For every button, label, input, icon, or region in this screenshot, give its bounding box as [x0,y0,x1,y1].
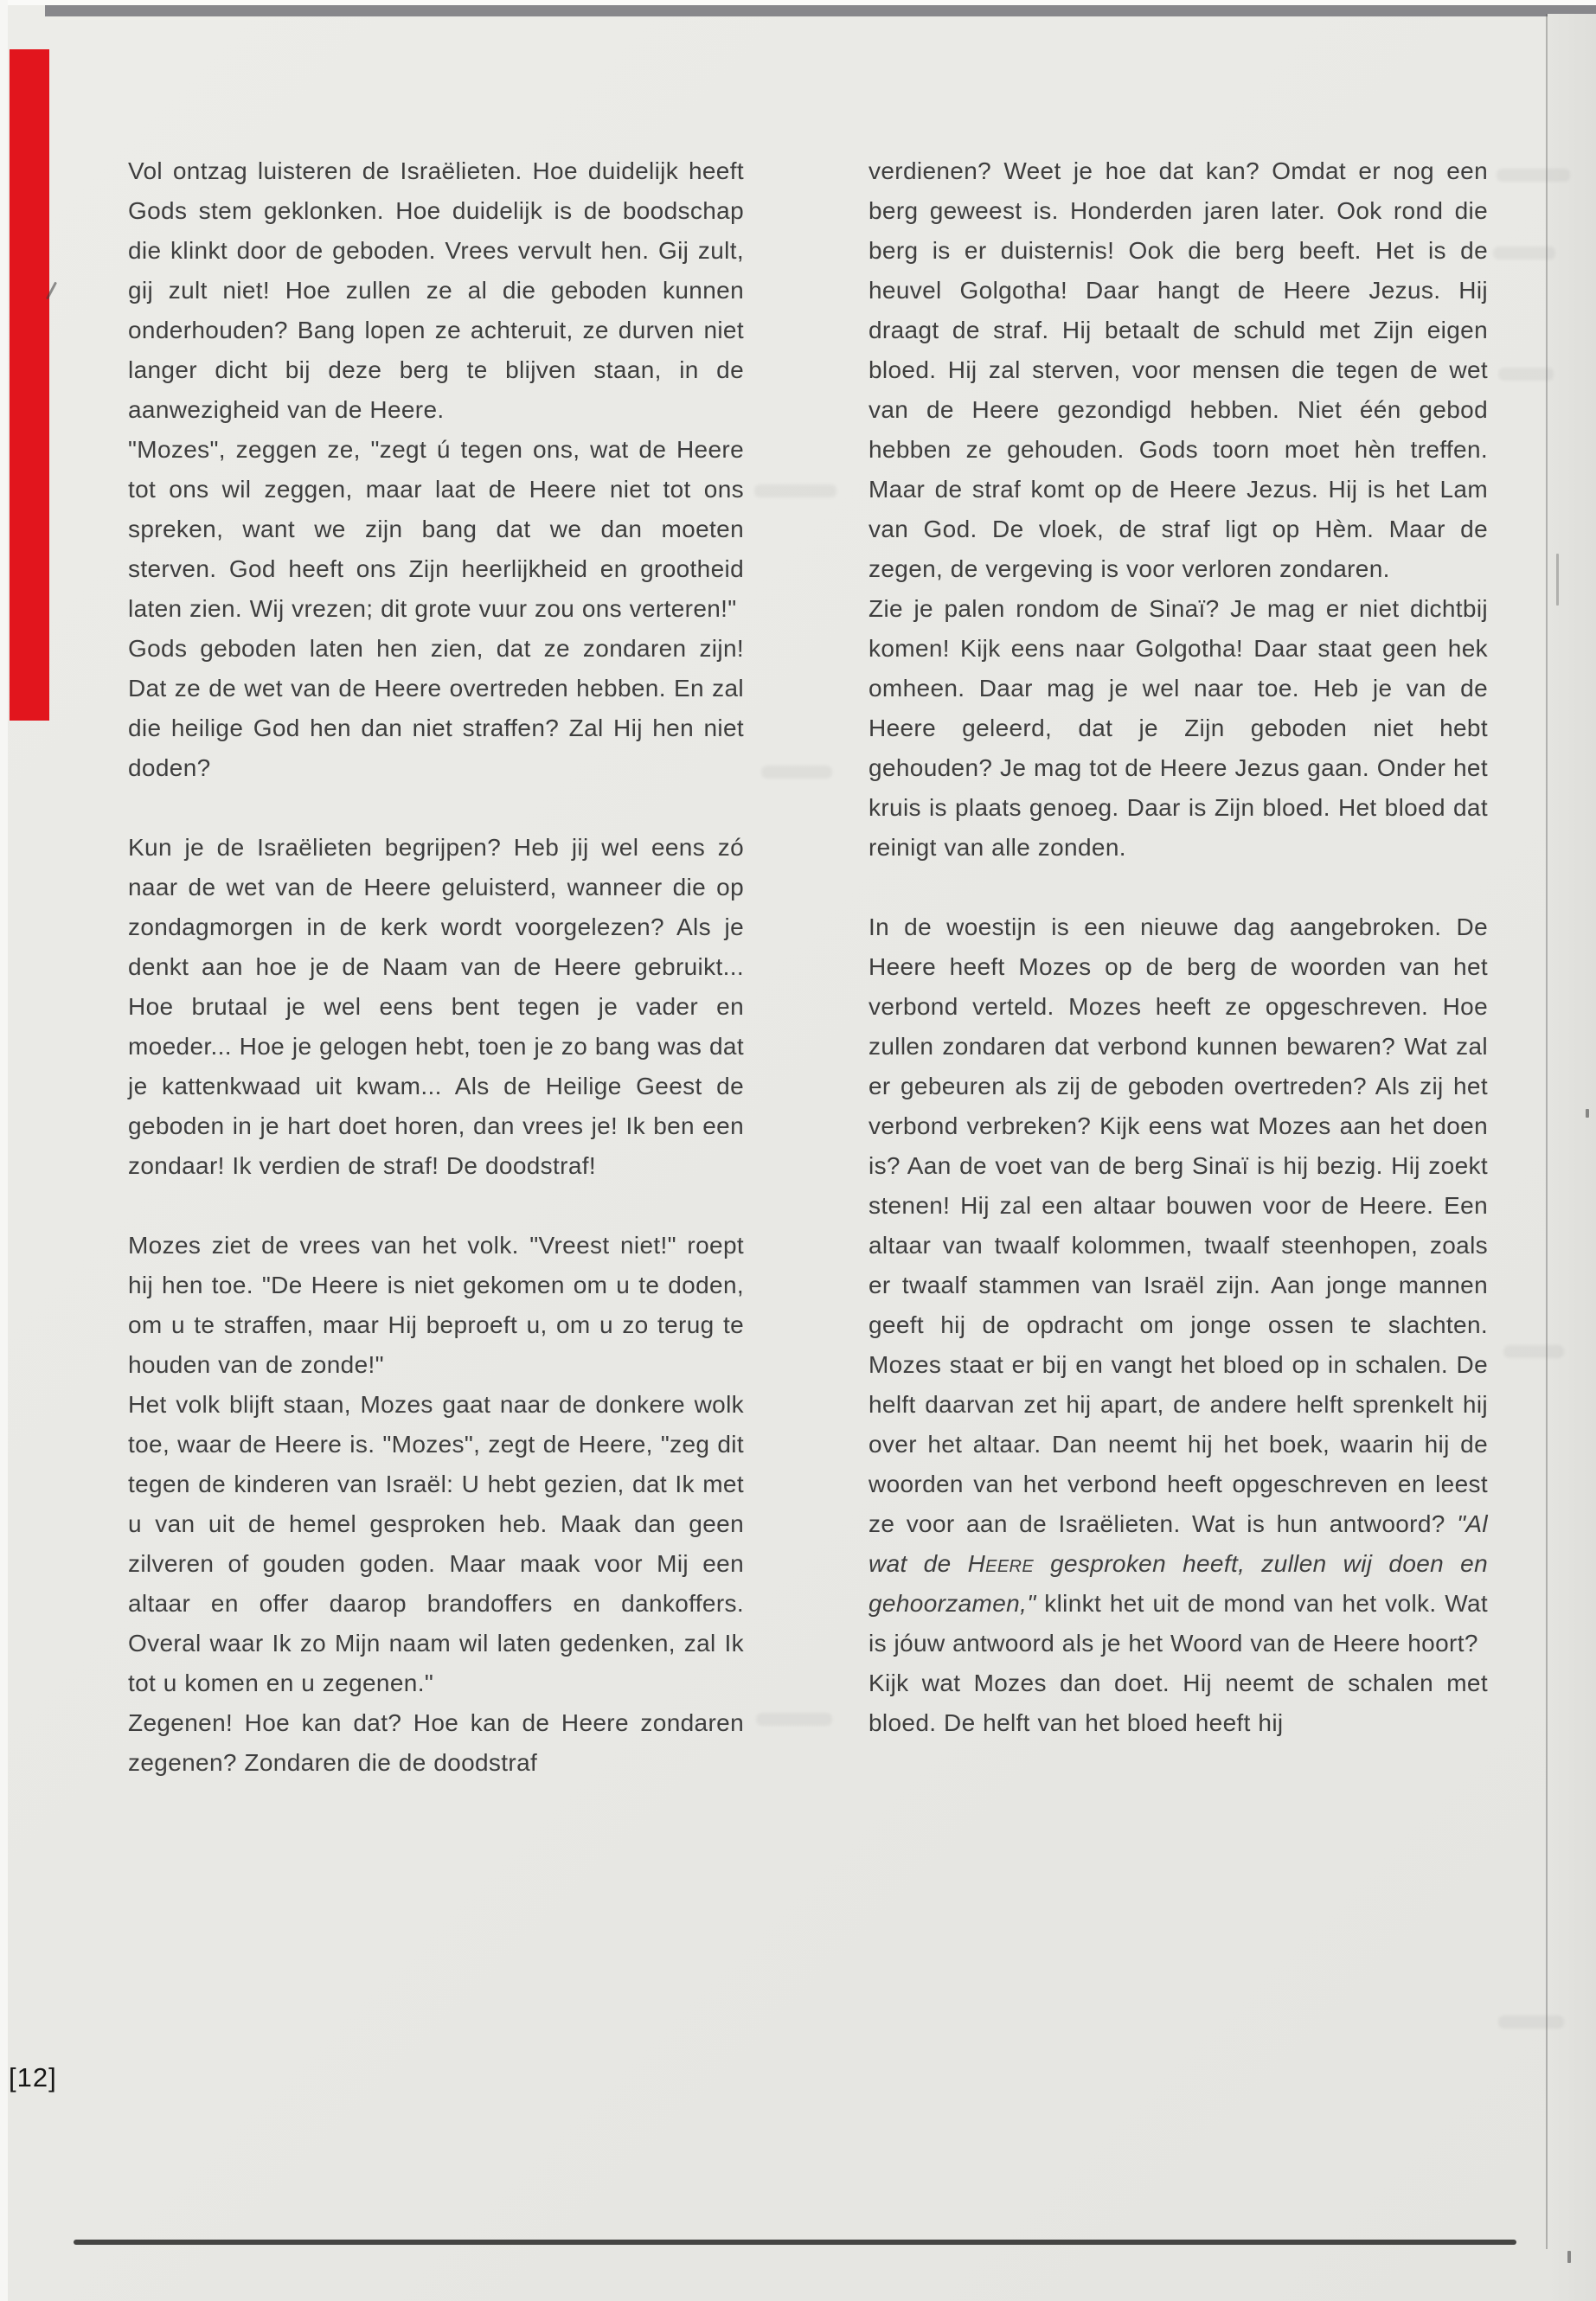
text-run-italic: "Al wat de [869,1510,1488,1577]
paragraph [128,1703,744,1783]
scan-speck [1567,2251,1571,2263]
scan-speck [1586,1109,1589,1118]
paragraph [869,589,1488,868]
text-run: Zie je palen rondom de Sinaï? Je mag er niet dichtbij komen! Kijk eens naar Golgotha! Daar staat geen hek omheen. Daar mag je wel naar toe. Heb je van de Heere geleerd, dat je Zijn geboden niet hebt gehouden? Je mag tot de Heere Jezus gaan. Onder het kruis is plaats genoeg. Daar is Zijn bloed. Het bloed dat reinigt van alle zonden. [869,595,1488,861]
paragraph [128,1385,744,1703]
bleed-through-artifact [761,766,832,779]
text-run: Mozes ziet de vrees van het volk. "Vreest niet!" roept hij hen toe. "De Heere is niet gekomen om u te doden, om u te straffen, maar Hij beproeft u, om u zo terug te houden van de zonde!" [128,1232,744,1378]
text-column-left [128,151,744,1783]
bleed-through-artifact [1497,169,1570,182]
text-run: In de woestijn is een nieuwe dag aangebroken. De Heere heeft Mozes op de berg de woorden van het verbond verteld. Mozes heeft ze opgeschreven. Hoe zullen zondaren dat verbond kunnen bewaren? Wat zal er gebeuren als zij de geboden overtreden? Als zij het verbond verbreken? Kijk eens wat Mozes aan het doen is? Aan de voet van de berg Sinaï is hij bezig. Hij zoekt stenen! Hij zal een altaar bouwen voor de Heere. Een altaar van twaalf kolommen, twaalf steenhopen, zoals er twaalf stammen van Israël zijn. Aan jonge mannen geeft hij de opdracht om jonge ossen te slachten. Mozes staat er bij en vangt het bloed op in schalen. De helft daarvan zet hij apart, de andere helft sprenkelt hij over het altaar. Dan neemt hij het boek, waarin hij de woorden van het verbond heeft opgeschreven en leest ze voor aan de Israëlieten. Wat is hun antwoord? [869,913,1488,1537]
text-run: Kun je de Israëlieten begrijpen? Heb jij wel eens zó naar de wet van de Heere geluisterd, wanneer die op zondagmorgen in de kerk wordt voorgelezen? Als je denkt aan hoe je de Naam van de Heere gebruikt... Hoe brutaal je wel eens bent tegen je vader en moeder... Hoe je gelogen hebt, toen je zo bang was dat je kattenkwaad uit kwam... Als de Heilige Geest de geboden in je hart doet horen, dan vrees je! Ik ben een zondaar! Ik verdien de straf! De doodstraf! [128,834,744,1179]
text-section [869,151,1488,868]
scanner-edge-top-strip [45,5,1596,16]
bleed-through-artifact [1498,368,1554,381]
text-run-italic-smallcaps: Heere [967,1550,1035,1577]
text-run: "Mozes", zeggen ze, "zegt ú tegen ons, wat de Heere tot ons wil zeggen, maar laat de Heere niet tot ons spreken, want we zijn bang dat we dan moeten sterven. God heeft ons Zijn heerlijkheid en grootheid laten zien. Wij vrezen; dit grote vuur zou ons verteren!" [128,436,744,622]
red-margin-bar [10,49,49,721]
paragraph [128,629,744,788]
text-section [128,828,744,1186]
bleed-through-artifact [756,1713,832,1726]
text-run: Het volk blijft staan, Mozes gaat naar de donkere wolk toe, waar de Heere is. "Mozes", zegt de Heere, "zeg dit tegen de kinderen van Israël: U hebt gezien, dat Ik met u van uit de hemel gesproken heb. Maak dan geen zilveren of gouden goden. Maar maak voor Mij een altaar en offer daarop brandoffers en dankoffers. Overal waar Ik zo Mijn naam wil laten gedenken, zal Ik tot u komen en u zegenen." [128,1391,744,1696]
text-run: klinkt het uit de mond van het volk. Wat is jóuw antwoord als je het Woord van de Heere hoort? [869,1590,1488,1657]
text-run: Zegenen! Hoe kan dat? Hoe kan de Heere zondaren zegenen? Zondaren die de doodstraf [128,1709,744,1776]
page-right-margin-zone [1548,14,1596,2301]
paragraph [869,907,1488,1663]
paragraph [869,151,1488,589]
text-run: Vol ontzag luisteren de Israëlieten. Hoe duidelijk heeft Gods stem geklonken. Hoe duidelijk is de boodschap die klinkt door de geboden. Vrees vervult hen. Gij zult, gij zult niet! Hoe zullen ze al die geboden kunnen onderhouden? Bang lopen ze achteruit, ze durven niet langer dicht bij deze berg te blijven staan, in de aanwezigheid van de Heere. [128,157,744,423]
paragraph [128,430,744,629]
bleed-through-artifact [754,484,836,497]
scanner-edge-left [0,0,8,2301]
page-number: [12] [9,2062,57,2093]
bleed-through-artifact [1493,247,1555,260]
text-run: verdienen? Weet je hoe dat kan? Omdat er nog een berg geweest is. Honderden jaren later. Ook rond die berg is er duisternis! Ook die berg beeft. Het is de heuvel Golgotha! Daar hangt de Heere Jezus. Hij draagt de straf. Hij betaalt de schuld met Zijn eigen bloed. Hij zal sterven, voor mensen die tegen de wet van de Heere gezondigd hebben. Niet één gebod hebben ze gehouden. Gods toorn moet hèn treffen. Maar de straf komt op de Heere Jezus. Hij is het Lam van God. De vloek, de straf ligt op Hèm. Maar de zegen, de vergeving is voor verloren zondaren. [869,157,1488,582]
text-section [869,907,1488,1743]
text-run: Kijk wat Mozes dan doet. Hij neemt de schalen met bloed. De helft van het bloed heeft hij [869,1670,1488,1736]
text-run-italic: gesproken heeft, zullen wij doen en gehoorzamen," [869,1550,1489,1617]
bleed-through-artifact [1503,1345,1564,1358]
text-run: Gods geboden laten hen zien, dat ze zondaren zijn! Dat ze de wet van de Heere overtreden hebben. En zal die heilige God hen dan niet straffen? Zal Hij hen niet doden? [128,635,744,781]
paragraph [128,151,744,430]
page-edge-crease [1546,14,1548,2249]
paragraph [869,1663,1488,1743]
bleed-through-artifact [1498,2016,1564,2029]
text-column-right [869,151,1488,1743]
scan-speck [1556,554,1559,606]
text-section [128,151,744,788]
paragraph [128,828,744,1186]
text-section [128,1226,744,1783]
page-bottom-edge-line [74,2240,1516,2245]
paragraph [128,1226,744,1385]
